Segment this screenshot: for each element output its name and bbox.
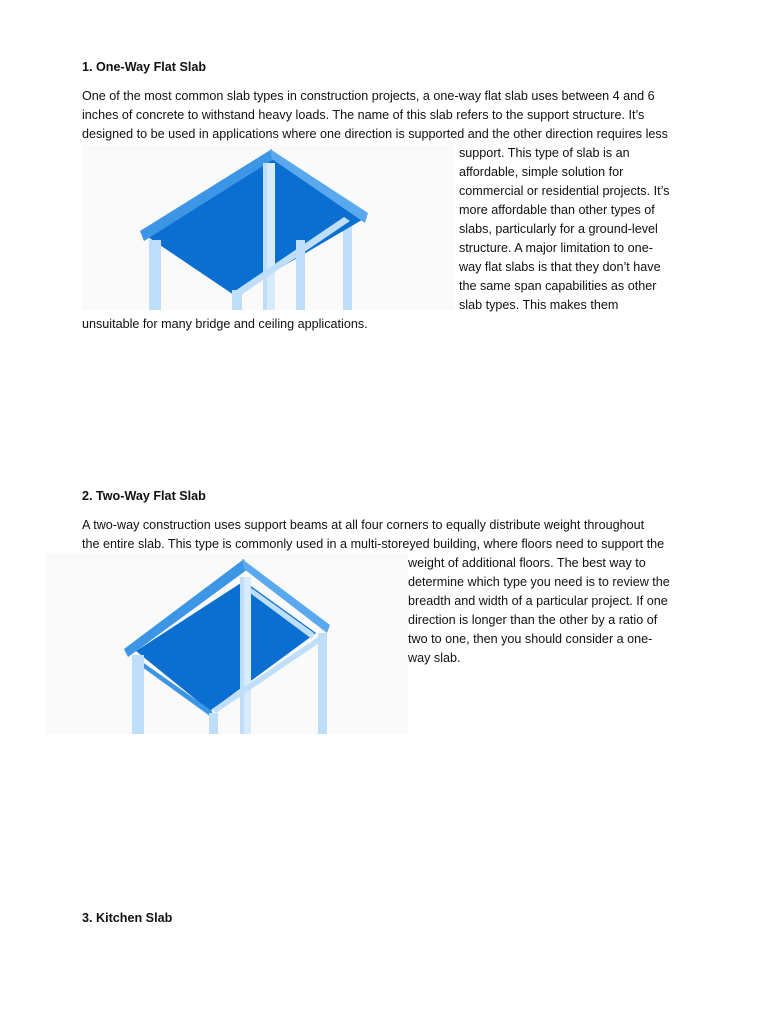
paragraph-line: two to one, then you should consider a one- (408, 632, 653, 646)
section-heading-one-way-flat-slab: 1. One-Way Flat Slab (82, 60, 207, 74)
paragraph-line: A two-way construction uses support beams at all four corners to equally distribute weight throughout (82, 518, 645, 532)
front-column-middle (209, 713, 218, 734)
paragraph-line: way flat slabs is that they don’t have (459, 260, 661, 274)
paragraph-line: unsuitable for many bridge and ceiling applications. (82, 317, 368, 331)
paragraph-line: way slab. (408, 651, 461, 665)
paragraph-line: slab types. This makes them (459, 298, 619, 312)
two-way-slab-illustration (46, 553, 408, 734)
paragraph-line: the entire slab. This type is commonly used in a multi-storeyed building, where floors need to support the (82, 537, 665, 551)
paragraph-line: determine which type you need is to review the (408, 575, 670, 589)
paragraph-line: breadth and width of a particular project. If one (408, 594, 668, 608)
paragraph-line: structure. A major limitation to one- (459, 241, 653, 255)
paragraph-line: weight of additional floors. The best way to (408, 556, 646, 570)
section-heading-kitchen-slab: 3. Kitchen Slab (82, 911, 173, 925)
one-way-slab-illustration (82, 145, 454, 310)
paragraph-line: more affordable than other types of (459, 203, 655, 217)
center-column-shade (240, 577, 244, 734)
paragraph-line: One of the most common slab types in construction projects, a one-way flat slab uses between 4 and 6 (82, 89, 655, 103)
back-column-right (318, 633, 327, 734)
paragraph-line: direction is longer than the other by a ratio of (408, 613, 658, 627)
front-column-left (149, 240, 161, 310)
center-column-shade (263, 163, 267, 310)
paragraph-line: inches of concrete to withstand heavy loads. The name of this slab refers to the support structure. It’s (82, 108, 645, 122)
two-way-slab-diagram (46, 553, 408, 734)
paragraph-line: affordable, simple solution for (459, 165, 624, 179)
paragraph-line: the same span capabilities as other (459, 279, 657, 293)
paragraph-line: commercial or residential projects. It’s (459, 184, 670, 198)
front-column-left (132, 655, 144, 734)
back-column-right (343, 217, 352, 310)
paragraph-line: slabs, particularly for a ground-level (459, 222, 658, 236)
one-way-slab-diagram (82, 145, 454, 310)
section-heading-two-way-flat-slab: 2. Two-Way Flat Slab (82, 489, 206, 503)
paragraph-line: designed to be used in applications where one direction is supported and the other direction requires less (82, 127, 668, 141)
paragraph-line: support. This type of slab is an (459, 146, 630, 160)
